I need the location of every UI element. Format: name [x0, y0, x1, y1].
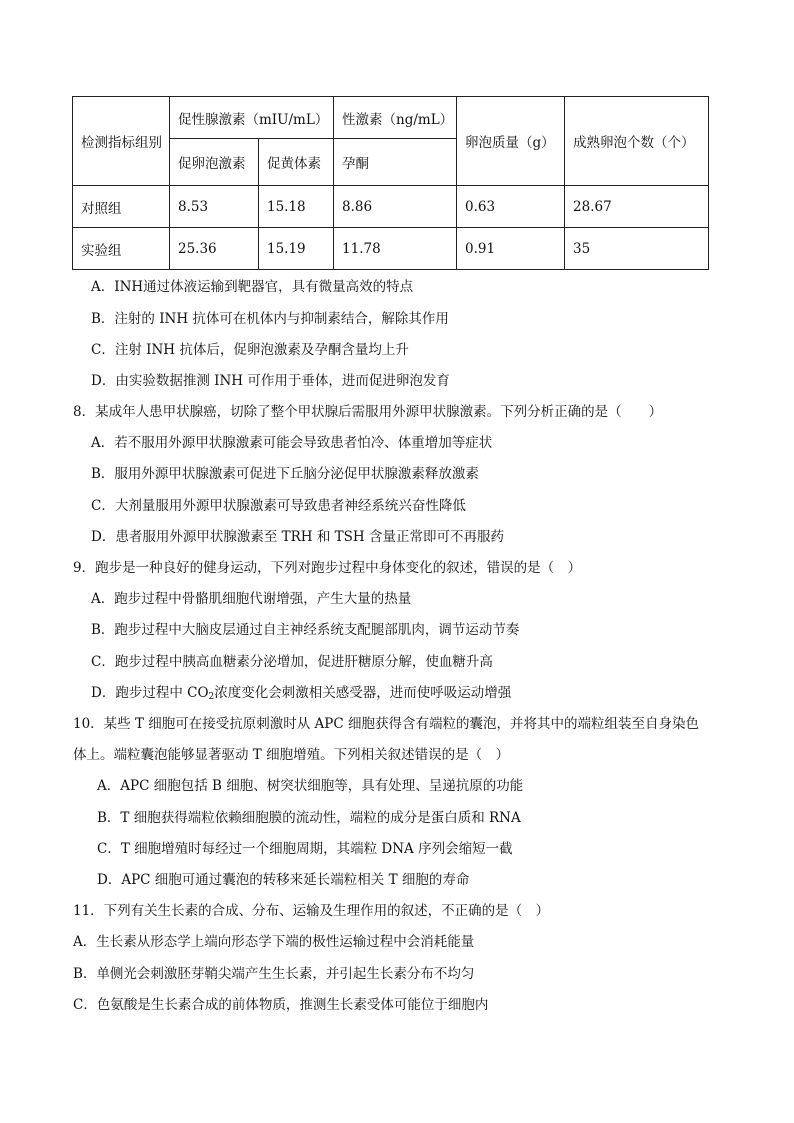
q11-stem: 11．下列有关生长素的合成、分布、运输及生理作用的叙述，不正确的是（ ） [73, 903, 550, 919]
q10-stem-line2: 体上。端粒囊泡能够显著驱动 T 细胞增殖。下列相关叙述错误的是（ ） [73, 747, 510, 763]
q11-option-a: A．生长素从形态学上端向形态学下端的极性运输过程中会消耗能量 [73, 934, 475, 950]
q10-option-b: B．T 细胞获得端粒依赖细胞膜的流动性，端粒的成分是蛋白质和 RNA [97, 810, 521, 826]
q9-option-c: C．跑步过程中胰高血糖素分泌增加，促进肝糖原分解，使血糖升高 [91, 654, 493, 670]
q11-option-b: B．单侧光会刺激胚芽鞘尖端产生生长素，并引起生长素分布不均匀 [73, 966, 475, 982]
table-cell: 8.86 [334, 186, 457, 228]
table-row [73, 228, 709, 270]
q9-option-d-part2: 浓度变化会刺激相关感受器，进而使呼吸运动增强 [214, 685, 512, 701]
q9-option-d-part1: D．跑步过程中 CO [91, 685, 209, 701]
q8-option-a: A．若不服用外源甲状腺激素可能会导致患者怕冷、体重增加等症状 [91, 435, 493, 451]
table-cell: 15.18 [259, 186, 334, 228]
table-cell-label: 实验组 [73, 228, 170, 270]
q10-option-d: D．APC 细胞可通过囊泡的转移来延长端粒相关 T 细胞的寿命 [97, 872, 470, 888]
table-header-sex-hormone: 性激素（ng/mL） [334, 97, 457, 139]
table-corner-header: 检测指标组别 [73, 97, 170, 186]
q8-stem: 8．某成年人患甲状腺癌，切除了整个甲状腺后需服用外源甲状腺激素。下列分析正确的是（ ） [73, 404, 663, 420]
q9-option-a: A．跑步过程中骨骼肌细胞代谢增强，产生大量的热量 [91, 591, 412, 607]
q7-option-b: B．注射的 INH 抗体可在机体内与抑制素结合，解除其作用 [91, 311, 449, 327]
q7-option-c: C．注射 INH 抗体后，促卵泡激素及孕酮含量均上升 [91, 342, 409, 358]
q9-option-d [91, 683, 511, 707]
table-cell: 15.19 [259, 228, 334, 270]
q8-option-d: D．患者服用外源甲状腺激素至 TRH 和 TSH 含量正常即可不再服药 [91, 529, 504, 545]
table-header-lh: 促黄体素 [259, 139, 334, 186]
q10-option-c: C．T 细胞增殖时每经过一个细胞周期，其端粒 DNA 序列会缩短一截 [97, 841, 513, 857]
q9-stem: 9．跑步是一种良好的健身运动，下列对跑步过程中身体变化的叙述，错误的是（ ） [73, 560, 582, 576]
table-cell-label: 对照组 [73, 186, 170, 228]
q10-option-a: A．APC 细胞包括 B 细胞、树突状细胞等，具有处理、呈递抗原的功能 [97, 778, 524, 794]
q7-option-d: D．由实验数据推测 INH 可作用于垂体，进而促进卵泡发育 [91, 373, 450, 389]
q10-stem-line1: 10．某些 T 细胞可在接受抗原刺激时从 APC 细胞获得含有端粒的囊泡，并将其中的端粒组装至自身染色 [73, 716, 700, 732]
q8-option-c: C．大剂量服用外源甲状腺激素可导致患者神经系统兴奋性降低 [91, 498, 466, 514]
table-cell: 11.78 [334, 228, 457, 270]
q7-option-a: A．INH通过体液运输到靶器官，具有微量高效的特点 [91, 279, 414, 295]
table-cell: 0.63 [457, 186, 565, 228]
q11-option-c: C．色氨酸是生长素合成的前体物质，推测生长素受体可能位于细胞内 [73, 997, 489, 1013]
table-header-follicle-count: 成熟卵泡个数（个） [565, 97, 709, 186]
q9-option-b: B．跑步过程中大脑皮层通过自主神经系统支配腿部肌肉，调节运动节奏 [91, 622, 520, 638]
table-cell: 28.67 [565, 186, 709, 228]
table-header-follicle-mass: 卵泡质量（g） [457, 97, 565, 186]
table-cell: 8.53 [170, 186, 259, 228]
table-cell: 25.36 [170, 228, 259, 270]
table-row [73, 186, 709, 228]
table-header-progesterone: 孕酮 [334, 139, 457, 186]
table-cell: 0.91 [457, 228, 565, 270]
q9-option-d-subscript: 2 [208, 692, 215, 702]
table-header-gonadotropin: 促性腺激素（mIU/mL） [170, 97, 334, 139]
data-table [72, 96, 709, 270]
q8-option-b: B．服用外源甲状腺激素可促进下丘脑分泌促甲状腺激素释放激素 [91, 466, 479, 482]
table-header-fsh: 促卵泡激素 [170, 139, 259, 186]
table-cell: 35 [565, 228, 709, 270]
